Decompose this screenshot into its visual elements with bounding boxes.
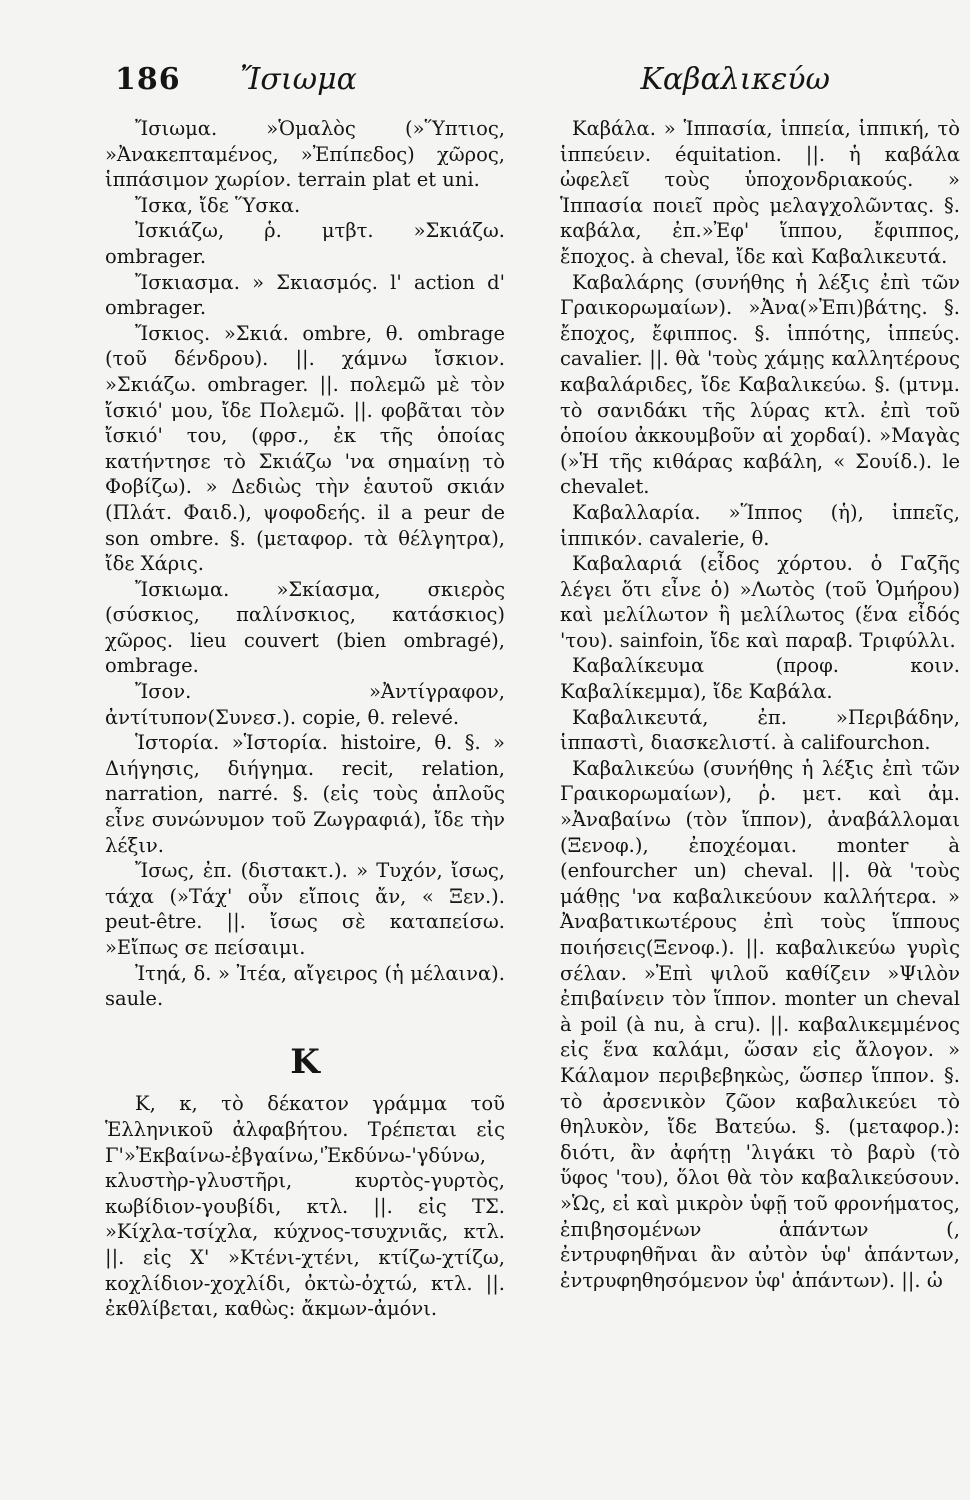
dictionary-entry: Ἰτηά, δ. » Ἰτέα, αἴγειρος (ἡ μέλαινα). saule. [105,961,505,1011]
right-column [560,116,960,1293]
dictionary-entry: Καβαλίκευμα (προφ. κοιν. Καβαλίκεμμα), ἴδε Καβάλα. [560,654,960,704]
page-header [0,50,970,110]
dictionary-entry: Ἴσκιασμα. » Σκιασμός. l' action d' ombrager. [105,270,505,320]
dictionary-entry: Ἴσιωμα. »Ὁμαλὸς (»Ὕπτιος, »Ἀνακεπταμένος, »Ἐπίπεδος) χῶρος, ἱππάσιμον χωρίον. terrain plat et uni. [105,117,505,192]
dictionary-entry: Κ, κ, τὸ δέκατον γράμμα τοῦ Ἑλληνικοῦ ἀλφαβήτου. Τρέπεται εἰς Γ'»Ἐκβαίνω-ἐβγαίνω,'Ἐκδύνω-'γδύνω, κλυστὴρ-γλυστῆρι, κυρτὸς-γυρτὸς, κωβίδιον-γουβίδι, κτλ. ||. εἰς ΤΣ. »Κίχλα-τσίχλα, κύχνος-τσυχνιᾶς, κτλ. ||. εἰς Χ' »Κτένι-χτένι, κτίζω-χτίζω, κοχλίδιον-χοχλίδι, ὀκτὼ-ὀχτώ, κτλ. ||. ἐκθλίβεται, καθὼς: ἄκμων-ἀμόνι. [105,1092,505,1321]
dictionary-entry: Καβαλικευτά, ἐπ. »Περιβάδην, ἱππαστὶ, διασκελιστί. à califourchon. [560,705,960,755]
running-head-right: Καβαλικεύω [640,62,830,97]
dictionary-entry: Ἱστορία. »Ἱστορία. histoire, θ. §. » Διήγησις, διήγημα. recit, relation, narration, narré. §. (εἰς τοὺς ἁπλοῦς εἶνε συνώνυμον τοῦ Ζωγραφιά), ἴδε τὴν λέξιν. [105,731,505,857]
dictionary-entry: Καβαλαριά (εἶδος χόρτου. ὁ Γαζῆς λέγει ὅτι εἶνε ὁ) »Λωτὸς (τοῦ Ὁμήρου) καὶ μελίλωτον ἢ μελίλωτος (ἕνα εἶδός 'του). sainfoin, ἴδε καὶ παραβ. Τριφύλλι. [560,552,960,652]
page-number: 186 [115,62,181,97]
dictionary-entry: Καβάλα. » Ἱππασία, ἱππεία, ἱππική, τὸ ἱππεύειν. équitation. ||. ἡ καβάλα ὠφελεῖ τοὺς ὑποχονδριακούς. » Ἱππασία ποιεῖ πρὸς μελαγχολῶντας. §. καβάλα, ἐπ.»Ἐφ' ἵππου, ἔφιππος, ἔποχος. à cheval, ἴδε καὶ Καβαλικευτά. [560,117,960,268]
dictionary-entry: Ἴσως, ἐπ. (διστακτ.). » Τυχόν, ἴσως, τάχα (»Τάχ' οὖν εἴποις ἄν, « Ξεν.). peut-être. ||. ἴσως σὲ καταπείσω. »Εἴπως σε πείσαιμι. [105,859,505,959]
dictionary-entry: Ἰσκιάζω, ῥ. μτβτ. »Σκιάζω. ombrager. [105,219,505,268]
dictionary-entry: Ἴσκιος. »Σκιά. ombre, θ. ombrage (τοῦ δένδρου). ||. χάμνω ἴσκιον. »Σκιάζω. ombrager. ||. πολεμῶ μὲ τὸν ἴσκιό' μου, ἴδε Πολεμῶ. ||. φοβᾶται τὸν ἴσκιό' του, (φρσ., ἐκ τῆς ὁποίας κατήντησε τὸ Σκιάζω 'να σημαίνῃ τὸ Φοβίζω). » Δεδιὼς τὴν ἑαυτοῦ σκιάν (Πλάτ. Φαιδ.), ψοφοδεής. il a peur de son ombre. §. (μεταφορ. τὰ θέλγητρα), ἴδε Χάρις. [105,321,505,576]
letter-section-heading: K [290,1041,320,1082]
dictionary-entry: Ἴσκα, ἴδε Ὕσκα. [135,193,301,217]
dictionary-entry: Καβαλικεύω (συνήθης ἡ λέξις ἐπὶ τῶν Γραικορωμαίων), ῥ. μετ. καὶ ἀμ. »Ἀναβαίνω (τὸν ἵππον), ἀναβάλλομαι (Ξενοφ.), ἐποχέομαι. monter à (enfourcher un) cheval. ||. θὰ 'τοὺς μάθῃς 'να καβαλικεύουν καλλήτερα. » Ἀναβατικωτέρους ἐπὶ τοὺς ἵππους ποιήσεις(Ξενοφ.). ||. καβαλικεύω γυρὶς σέλαν. »Ἐπὶ ψιλοῦ καθίζειν »Ψιλὸν ἐπιβαίνειν τὸν ἵππον. monter un cheval à poil (à nu, à cru). ||. καβαλικεμμένος εἰς ἕνα καλάμι, ὥσαν εἰς ἄλογον. » Κάλαμον περιβεβηκὼς, ὥσπερ ἵππον. §. τὸ ἀρσενικὸν ζῶον καβαλικεύει τὸ θηλυκὸν, ἴδε Βατεύω. §. (μεταφορ.): διότι, ἂν ἀφήτῃ 'λιγάκι τὸ βαρὺ (τὸ ὕφος 'του), ὅλοι θὰ τὸν καβαλικεύσουν. »Ὡς, εἰ καὶ μικρὸν ὑφῇ τοῦ φρονήματος, ἐπιβησομένων ἁπάντων (, ἐντρυφηθῆναι ἂν αὐτὸν ὑφ' ἁπάντων, ἐντρυφηθησόμενον ὑφ' ἁπάντων). ||. ὡ [560,756,960,1292]
dictionary-entry: Καβαλλαρία. »Ἵππος (ἡ), ἱππεῖς, ἱππικόν. cavalerie, θ. [560,500,960,550]
dictionary-entry: Ἴσον. »Ἀντίγραφον, ἀντίτυπον(Συνεσ.). copie, θ. relevé. [105,680,505,729]
running-head-left: Ἴσιωμα [240,62,357,97]
dictionary-entry: Ἴσκιωμα. »Σκίασμα, σκιερὸς (σύσκιος, παλίνσκιος, κατάσκιος) χῶρος. lieu couvert (bien ombragé), ombrage. [105,577,505,678]
dictionary-entry: Καβαλάρης (συνήθης ἡ λέξις ἐπὶ τῶν Γραικορωμαίων). »Ἀνα(»Ἐπι)βάτης. §. ἔποχος, ἔφιππος. §. ἱππότης, ἱππεύς. cavalier. ||. θὰ 'τοὺς χάμῃς καλλητέρους καβαλάριδες, ἴδε Καβαλικεύω. §. (μτνμ. τὸ σανιδάκι τῆς λύρας κτλ. ἐπὶ τοῦ ὁποίου ἀκκουμβοῦν αἱ χορδαί). »Μαγὰς (»Ἡ τῆς κιθάρας καβάλη, « Σουίδ.). le chevalet. [560,270,960,499]
left-column [105,116,505,1322]
